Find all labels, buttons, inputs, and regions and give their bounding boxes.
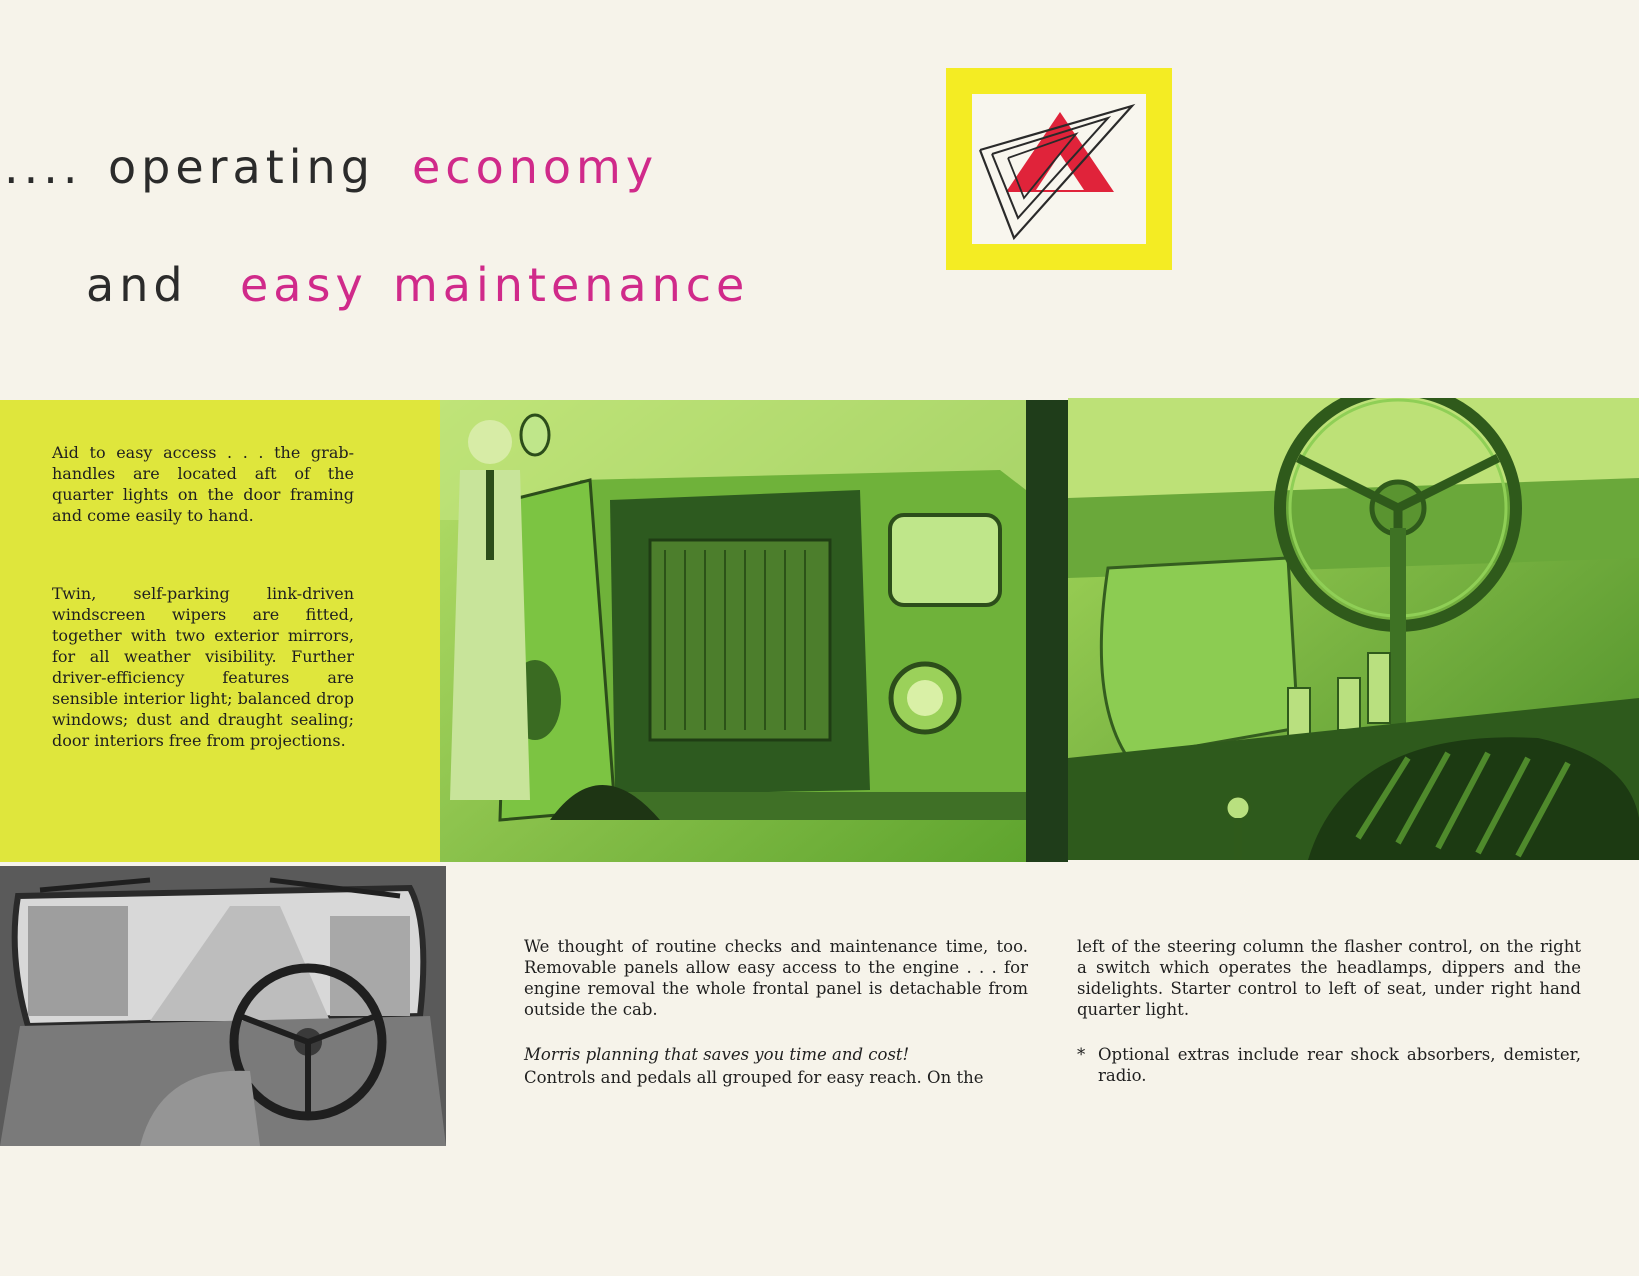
wipers-paragraph: Twin, self-parking link-driven windscreen wipers are fitted, together with two exterior mirrors, for all weather visibility. Further driver-efficiency features are sensible interior light; balanced drop windows; dust and draught sealing; door interiors free from projections.: [52, 584, 354, 750]
access-paragraph: Aid to easy access . . . the grab-handles are located aft of the quarter lights on the door framing and come easily to hand.: [52, 443, 354, 525]
engine-access-illustration: [440, 400, 1026, 862]
controls-paragraph: Controls and pedals all grouped for easy reach. On the: [524, 1068, 984, 1087]
steering-paragraph: left of the steering column the flasher control, on the right a switch which operates the headlamps, dippers and the sidelights. Starter control to left of seat, under right hand quarter light.: [1077, 937, 1581, 1019]
illustration-divider: [1026, 400, 1068, 862]
dashboard-illustration: [1068, 398, 1639, 860]
triangle-logo-icon: [972, 94, 1146, 244]
headline-easy: easy: [240, 258, 368, 312]
optional-extras-paragraph: Optional extras include rear shock absorbers, demister, radio.: [1098, 1045, 1581, 1085]
logo: [946, 68, 1172, 270]
asterisk-mark: *: [1077, 1045, 1086, 1064]
headline-economy: economy: [412, 140, 659, 194]
cab-interior-illustration: [0, 866, 446, 1146]
headline-dots: ....: [4, 140, 83, 194]
headline-operating: operating: [108, 140, 375, 194]
headline-and: and: [86, 258, 188, 312]
headline-maintenance: maintenance: [393, 258, 750, 312]
slogan-text: Morris planning that saves you time and cost!: [524, 1045, 910, 1064]
maintenance-paragraph: We thought of routine checks and maintenance time, too. Removable panels allow easy access to the engine . . . for engine removal the whole frontal panel is detachable from outside the cab.: [524, 937, 1028, 1019]
